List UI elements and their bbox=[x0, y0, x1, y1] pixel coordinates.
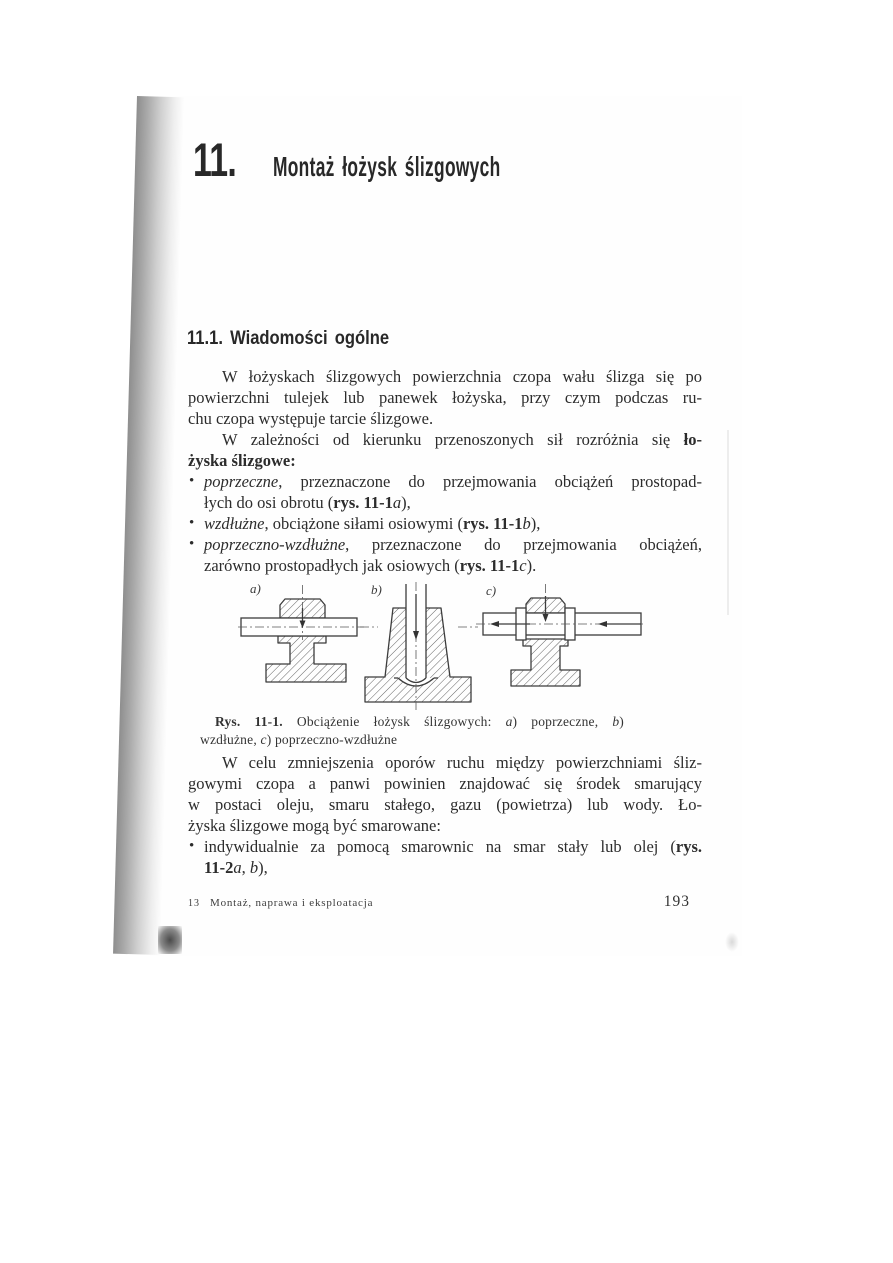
text-line: Rys. 11-1. Obciążenie łożysk ślizgowych: a) poprzeczne, b) bbox=[215, 714, 624, 729]
binding-shadow bbox=[113, 96, 185, 955]
text-line: W zależności od kierunku przenoszonych sił rozróżnia się ło- bbox=[222, 430, 702, 449]
text-line: chu czopa występuje tarcie ślizgowe. bbox=[188, 409, 434, 428]
chapter-title: Montaż łożysk ślizgowych bbox=[273, 151, 501, 182]
imprint-text: Montaż, naprawa i eksploatacja bbox=[210, 897, 374, 909]
figure-label-c: c) bbox=[486, 583, 497, 598]
bullet-marker: • bbox=[189, 536, 195, 552]
book-page bbox=[150, 96, 742, 956]
list-item bbox=[188, 836, 702, 878]
text-line: w postaci oleju, smaru stałego, gazu (powietrza) lub wody. Ło- bbox=[188, 795, 702, 814]
signature-number: 13 bbox=[188, 898, 200, 909]
paragraph bbox=[188, 366, 702, 429]
text-line: żyska ślizgowe mogą być smarowane: bbox=[188, 816, 441, 835]
list-item bbox=[188, 471, 702, 513]
list-item-text bbox=[204, 471, 702, 513]
chapter-heading bbox=[193, 133, 673, 188]
text-line: łych do osi obrotu (rys. 11-1a), bbox=[204, 493, 411, 512]
text-line: żyska ślizgowe: bbox=[188, 451, 296, 470]
drawing-b-thrust-bearing bbox=[360, 582, 478, 712]
list-item-text bbox=[204, 513, 702, 534]
paragraph bbox=[188, 752, 702, 836]
page-number: 193 bbox=[663, 893, 690, 910]
body-text-block-1 bbox=[188, 366, 702, 576]
body-text-block-2 bbox=[188, 752, 702, 878]
list-item-text bbox=[204, 836, 702, 878]
figure-label-b: b) bbox=[371, 582, 382, 597]
text-line: zarówno prostopadłych jak osiowych (rys. 11-1c). bbox=[204, 556, 537, 575]
footer-imprint bbox=[188, 897, 373, 909]
text-line: 11-2a, b), bbox=[204, 858, 268, 877]
page-edge-shadow bbox=[727, 430, 729, 615]
paragraph bbox=[188, 429, 702, 471]
list-item bbox=[188, 534, 702, 576]
bullet-marker: • bbox=[189, 473, 195, 489]
page-footer bbox=[188, 893, 702, 911]
text-line: powierzchni tulejek lub panewek łożyska, przy czym podczas ru- bbox=[188, 388, 702, 407]
text-line: gowymi czopa a panwi powinien znajdować się środek smarujący bbox=[188, 774, 702, 793]
text-line: poprzeczno-wzdłużne, przeznaczone do przejmowania obciążeń, bbox=[204, 535, 702, 554]
list-item bbox=[188, 513, 702, 534]
text-line: wzdłużne, c) poprzeczno-wzdłużne bbox=[200, 732, 398, 747]
figure-caption bbox=[200, 713, 624, 749]
bullet-marker: • bbox=[189, 838, 195, 854]
binding-shadow-blob bbox=[158, 926, 182, 954]
text-line: wzdłużne, obciążone siłami osiowymi (rys. 11-1b), bbox=[204, 514, 541, 533]
drawing-c-combined-bearing bbox=[476, 583, 646, 686]
chapter-number: 11. bbox=[193, 133, 237, 186]
text-line: indywidualnie za pomocą smarownic na smar stały lub olej (rys. bbox=[204, 837, 702, 856]
bullet-marker: • bbox=[189, 515, 195, 531]
text-line: W celu zmniejszenia oporów ruchu między powierzchniami śliz- bbox=[222, 753, 702, 772]
figure-11-1 bbox=[238, 582, 648, 714]
section-heading: 11.1. Wiadomości ogólne bbox=[187, 327, 390, 349]
drawing-a-radial-bearing bbox=[238, 582, 364, 682]
text-line: W łożyskach ślizgowych powierzchnia czopa wału ślizga się po bbox=[222, 367, 702, 386]
list-item-text bbox=[204, 534, 702, 576]
text-line: poprzeczne, przeznaczone do przejmowania obciążeń prostopad- bbox=[204, 472, 702, 491]
figure-label-a: a) bbox=[250, 582, 261, 596]
page-edge-smudge bbox=[725, 932, 739, 952]
